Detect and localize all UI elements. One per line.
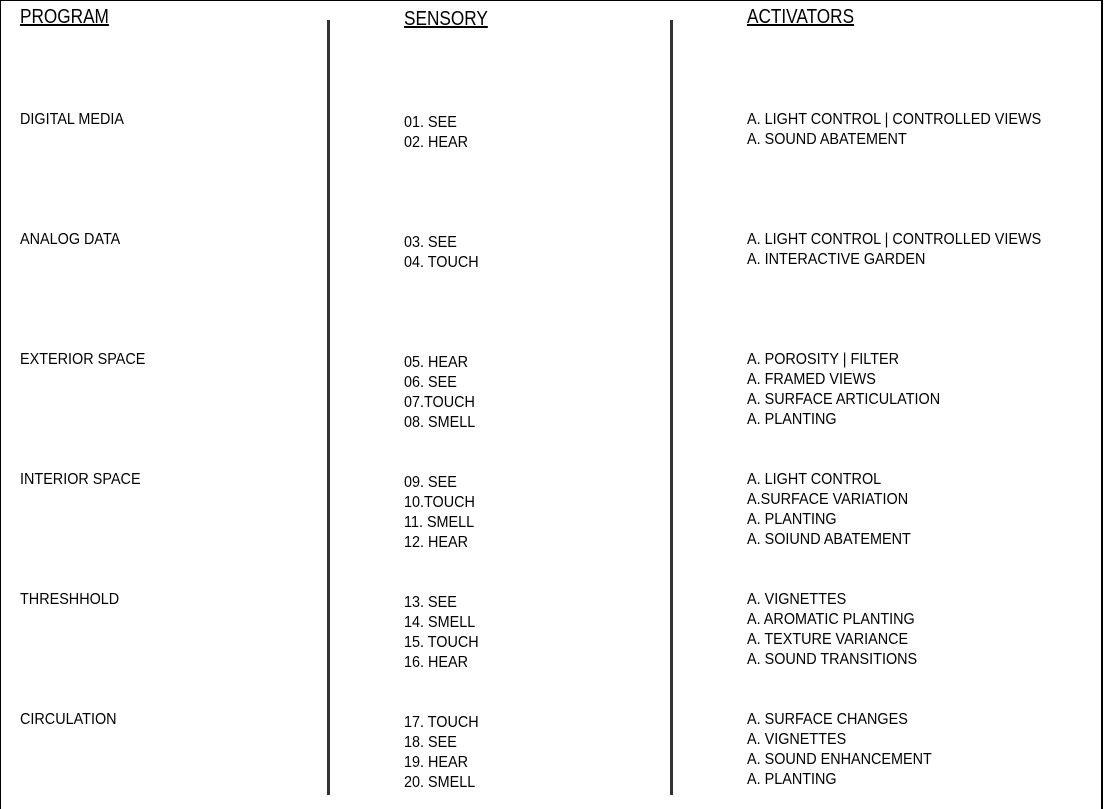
sensory-cell [404,473,475,553]
program-cell [20,110,124,130]
sensory-cell [404,713,479,793]
activators-cell [747,230,1041,270]
sensory-item: 10.TOUCH [404,494,475,511]
activator-item: A. SURFACE CHANGES [747,711,908,728]
activator-item: A. SURFACE ARTICULATION [747,391,941,408]
sensory-item: 15. TOUCH [404,634,479,651]
sensory-item: 13. SEE [404,594,457,611]
activator-item: A.SURFACE VARIATION [747,491,909,508]
activator-item: A. POROSITY | FILTER [747,351,900,368]
sensory-item: 20. SMELL [404,774,476,791]
activator-item: A. FRAMED VIEWS [747,371,876,388]
activator-item: A. PLANTING [747,771,837,788]
program-label: INTERIOR SPACE [20,471,141,488]
header-program: PROGRAM [20,6,109,28]
sensory-item: 01. SEE [404,114,457,131]
sensory-item: 07.TOUCH [404,394,475,411]
sensory-item: 09. SEE [404,474,457,491]
program-label: DIGITAL MEDIA [20,111,125,128]
activators-cell [747,590,917,670]
activator-item: A. LIGHT CONTROL [747,471,882,488]
sensory-item: 12. HEAR [404,534,469,551]
activator-item: A. AROMATIC PLANTING [747,611,915,628]
sensory-item: 03. SEE [404,234,457,251]
activator-item: A. SOUND TRANSITIONS [747,651,918,668]
activator-item: A. PLANTING [747,511,837,528]
header-activators: ACTIVATORS [747,6,855,28]
program-label: THRESHHOLD [20,591,120,608]
activator-item: A. LIGHT CONTROL | CONTROLLED VIEWS [747,111,1042,128]
activators-cell [747,110,1041,150]
activator-item: A. INTERACTIVE GARDEN [747,251,926,268]
activator-item: A. LIGHT CONTROL | CONTROLLED VIEWS [747,231,1042,248]
program-cell [20,470,141,490]
program-cell [20,230,120,250]
program-cell [20,350,145,370]
sensory-item: 04. TOUCH [404,254,479,271]
activator-item: A. PLANTING [747,411,837,428]
activator-item: A. TEXTURE VARIANCE [747,631,909,648]
sensory-cell [404,353,475,433]
program-label: EXTERIOR SPACE [20,351,146,368]
column-divider-right [670,20,673,795]
program-label: CIRCULATION [20,711,117,728]
activator-item: A. SOUND ABATEMENT [747,131,907,148]
sensory-item: 05. HEAR [404,354,469,371]
activator-item: A. VIGNETTES [747,731,847,748]
program-label: ANALOG DATA [20,231,121,248]
activator-item: A. SOUND ENHANCEMENT [747,751,932,768]
sensory-item: 11. SMELL [404,514,475,531]
sensory-item: 08. SMELL [404,414,476,431]
sensory-cell [404,593,479,673]
activator-item: A. SOIUND ABATEMENT [747,531,911,548]
sensory-item: 02. HEAR [404,134,469,151]
program-cell [20,710,117,730]
activator-item: A. VIGNETTES [747,591,847,608]
column-divider-left [327,20,330,795]
sensory-item: 06. SEE [404,374,457,391]
sensory-cell [404,113,468,153]
activators-cell [747,710,932,790]
header-sensory: SENSORY [404,8,488,30]
sensory-item: 19. HEAR [404,754,469,771]
sensory-item: 17. TOUCH [404,714,479,731]
activators-cell [747,470,911,550]
sensory-item: 18. SEE [404,734,457,751]
program-cell [20,590,119,610]
activators-cell [747,350,940,430]
sensory-item: 16. HEAR [404,654,469,671]
sensory-cell [404,233,479,273]
sensory-item: 14. SMELL [404,614,476,631]
